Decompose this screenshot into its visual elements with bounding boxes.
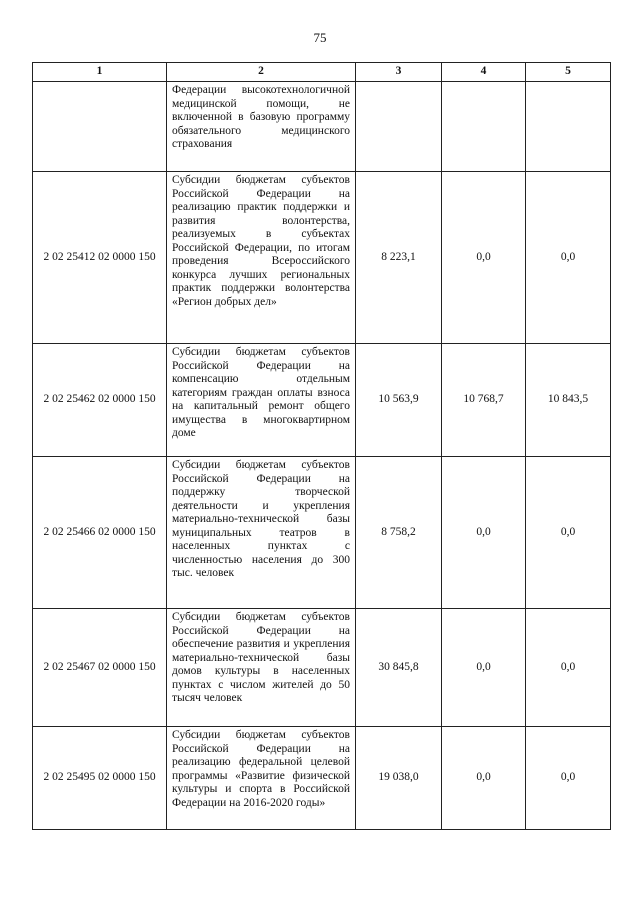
value-year2-cell: 0,0 (442, 172, 526, 344)
column-header: 4 (442, 63, 526, 82)
income-code-cell: 2 02 25467 02 0000 150 (33, 609, 167, 727)
income-code-cell: 2 02 25462 02 0000 150 (33, 344, 167, 457)
column-header: 2 (167, 63, 356, 82)
value-year1-cell: 19 038,0 (356, 727, 442, 830)
description-cell: Федерации высокотехнологичной медицинской помощи, не включенной в базовую программу обязательного медицинского страхования (167, 82, 356, 172)
description-cell: Субсидии бюджетам субъектов Российской Федерации на поддержку творческой деятельности и укрепления материально-технической базы муниципальных театров в населенных пунктах с численностью населения до 300 тыс. человек (167, 457, 356, 609)
value-year1-cell: 30 845,8 (356, 609, 442, 727)
table-row (33, 457, 611, 609)
description-cell: Субсидии бюджетам субъектов Российской Федерации на компенсацию отдельным категориям граждан оплаты взноса на капитальный ремонт общего имущества в многоквартирном доме (167, 344, 356, 457)
table-row (33, 172, 611, 344)
value-year3-cell: 0,0 (526, 457, 611, 609)
table-row (33, 82, 611, 172)
page-number: 75 (313, 30, 327, 45)
value-year3-cell: 0,0 (526, 172, 611, 344)
description-cell: Субсидии бюджетам субъектов Российской Федерации на реализацию федеральной целевой программы «Развитие физической культуры и спорта в Российской Федерации на 2016-2020 годы» (167, 727, 356, 830)
income-code-cell (33, 82, 167, 172)
value-year1-cell: 8 223,1 (356, 172, 442, 344)
description-cell: Субсидии бюджетам субъектов Российской Федерации на реализацию практик поддержки и развития волонтерства, реализуемых в субъектах Российской Федерации, по итогам проведения Всероссийского конкурса лучших региональных практик поддержки волонтерства «Регион добрых дел» (167, 172, 356, 344)
income-code-cell: 2 02 25412 02 0000 150 (33, 172, 167, 344)
value-year2-cell (442, 82, 526, 172)
budget-table (32, 62, 611, 830)
table-row (33, 344, 611, 457)
value-year2-cell: 0,0 (442, 457, 526, 609)
value-year3-cell (526, 82, 611, 172)
value-year1-cell: 10 563,9 (356, 344, 442, 457)
column-header: 3 (356, 63, 442, 82)
table-row (33, 727, 611, 830)
value-year3-cell: 0,0 (526, 609, 611, 727)
value-year3-cell: 0,0 (526, 727, 611, 830)
table-header-row (33, 63, 611, 82)
column-header: 5 (526, 63, 611, 82)
value-year1-cell (356, 82, 442, 172)
table-row (33, 609, 611, 727)
income-code-cell: 2 02 25495 02 0000 150 (33, 727, 167, 830)
income-code-cell: 2 02 25466 02 0000 150 (33, 457, 167, 609)
column-header: 1 (33, 63, 167, 82)
value-year2-cell: 10 768,7 (442, 344, 526, 457)
value-year2-cell: 0,0 (442, 727, 526, 830)
value-year1-cell: 8 758,2 (356, 457, 442, 609)
value-year3-cell: 10 843,5 (526, 344, 611, 457)
description-cell: Субсидии бюджетам субъектов Российской Федерации на обеспечение развития и укрепления материально-технической базы домов культуры в населенных пунктах с числом жителей до 50 тысяч человек (167, 609, 356, 727)
value-year2-cell: 0,0 (442, 609, 526, 727)
